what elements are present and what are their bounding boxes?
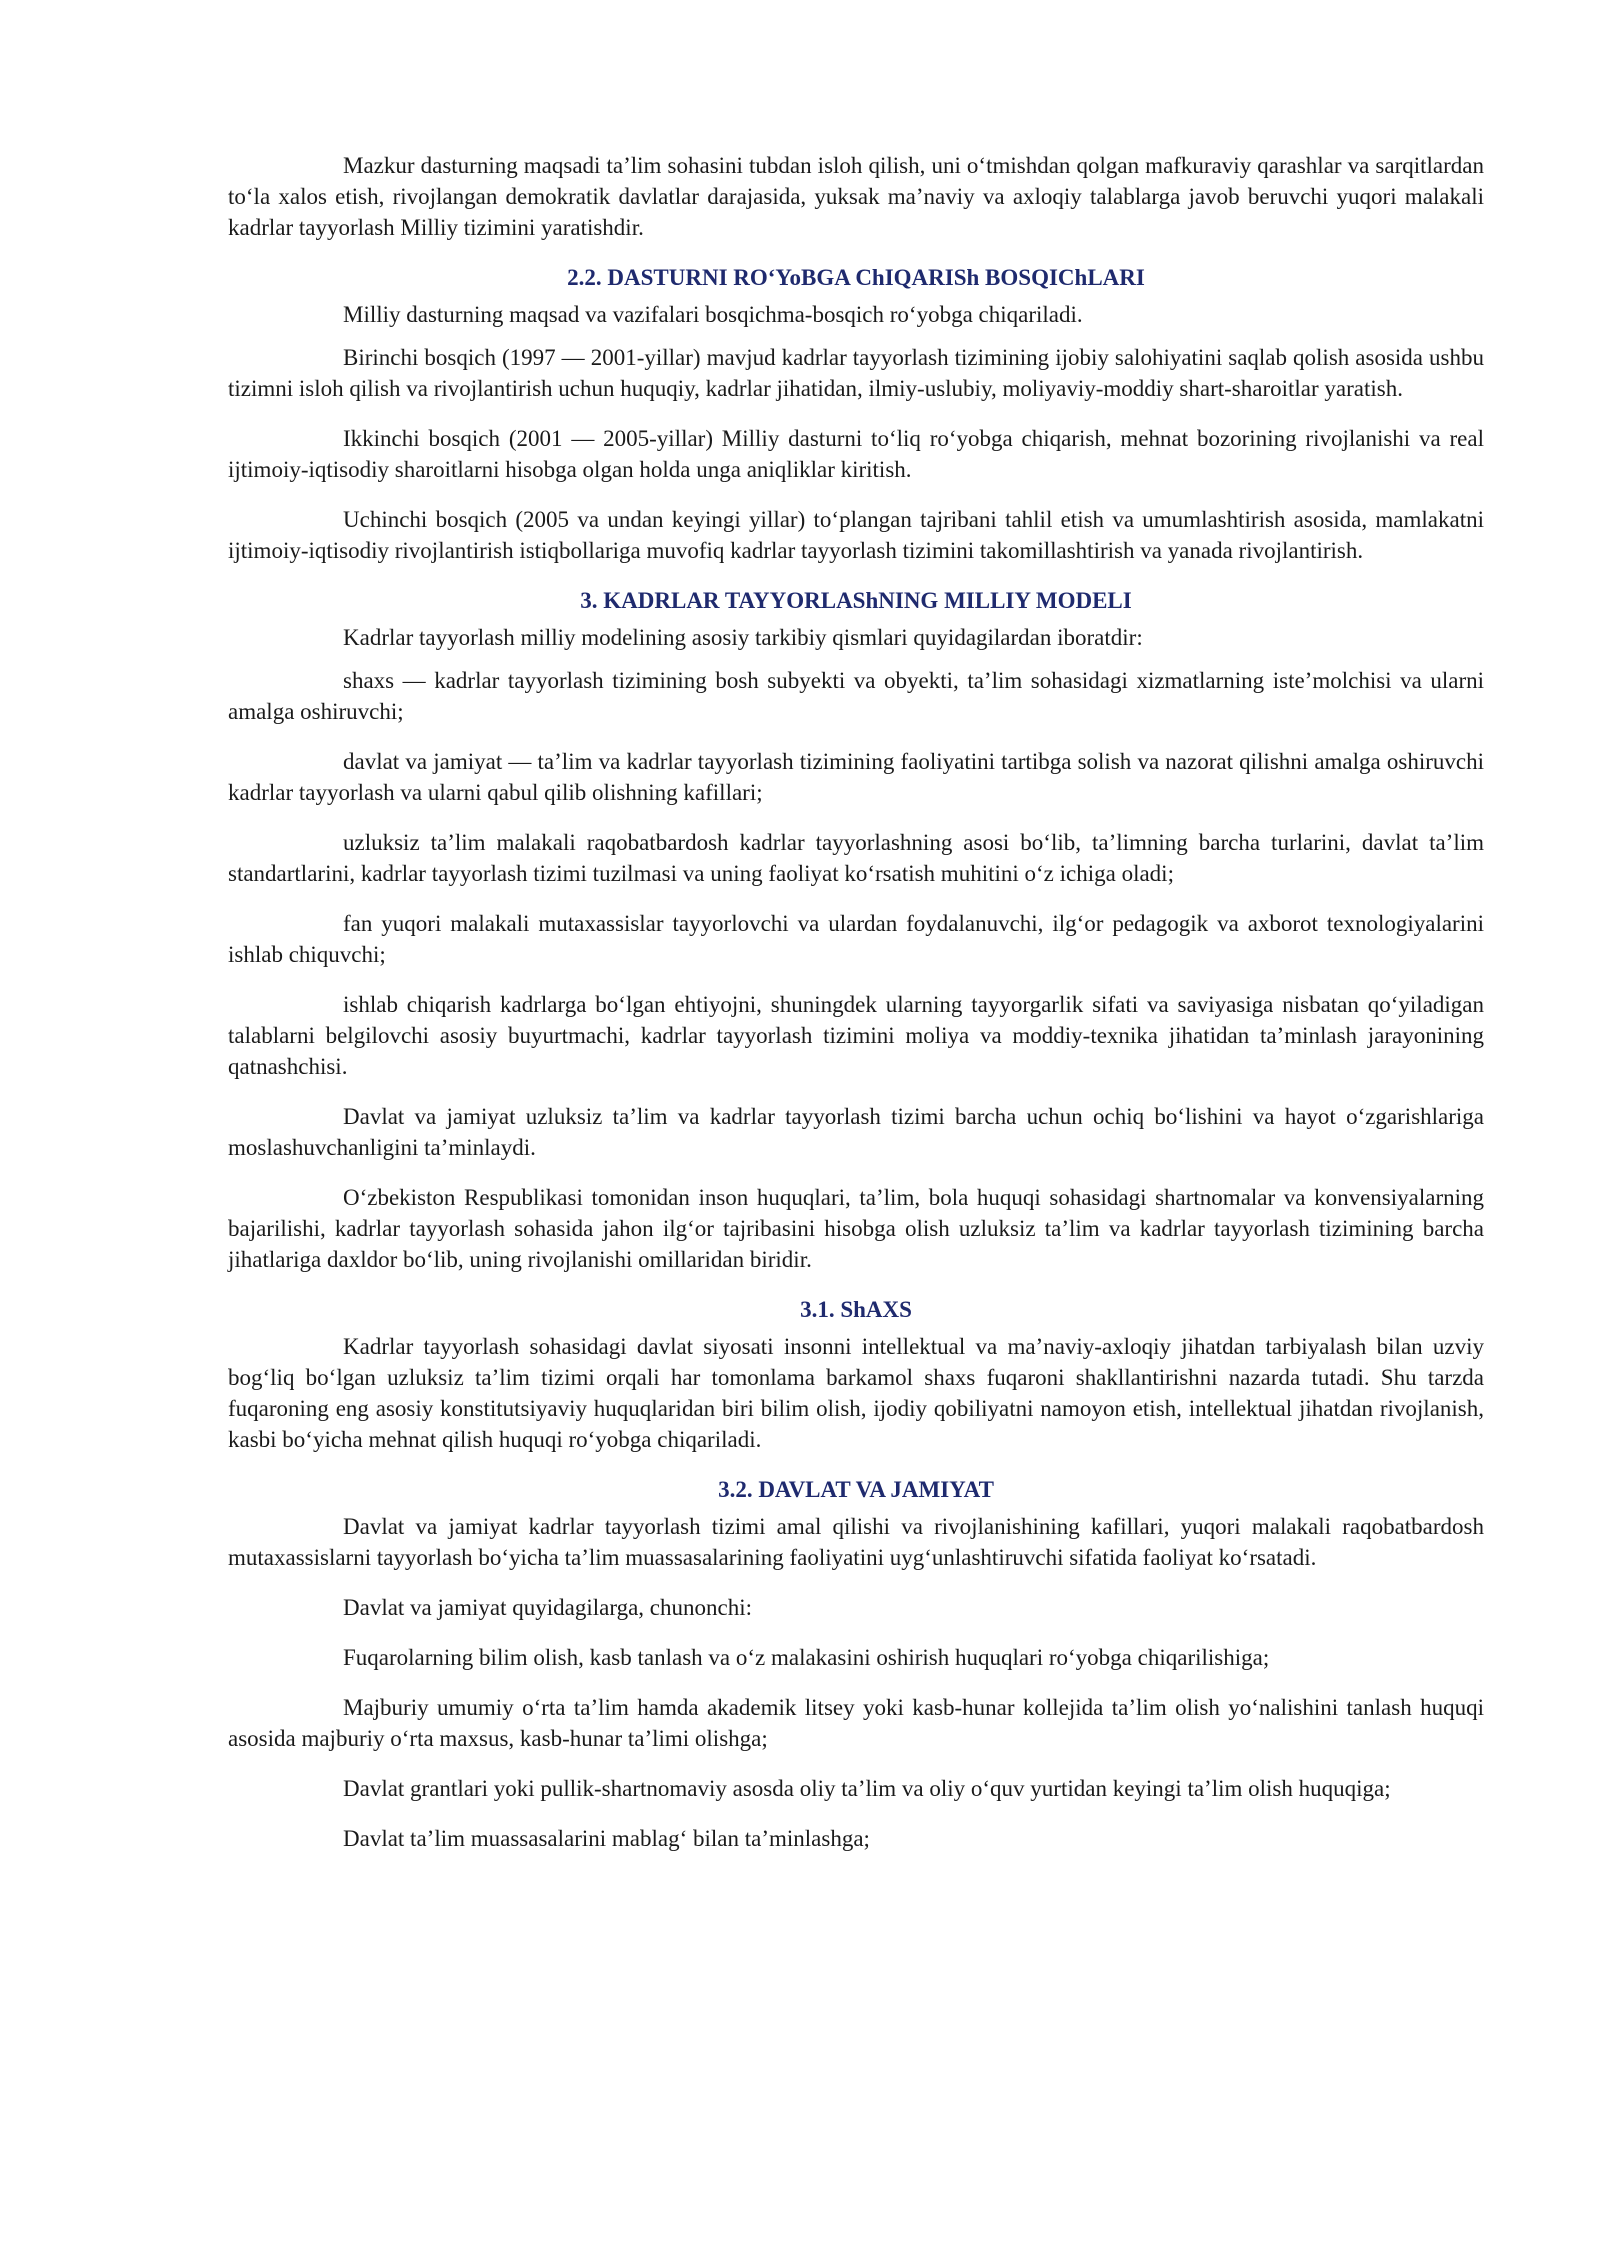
paragraph-openness: Davlat va jamiyat uzluksiz ta’lim va kadrlar tayyorlash tizimi barcha uchun ochiq bo‘lishini va hayot o‘zgarishlariga moslashuvchanligini ta’minlaydi. [228,1104,1484,1160]
paragraph-model-state: davlat va jamiyat — ta’lim va kadrlar tayyorlash tizimining faoliyatini tartibga solish va nazorat qilishni amalga oshiruvchi kadrlar tayyorlash va ularni qabul qilib olishning kafillari; [228,749,1484,805]
paragraph-model-science: fan yuqori malakali mutaxassislar tayyorlovchi va ulardan foydalanuvchi, ilg‘or pedagogik va axborot texnologiyalarini ishlab chiquvchi; [228,911,1484,967]
paragraph-list-secondary: Majburiy umumiy o‘rta ta’lim hamda akademik litsey yoki kasb-hunar kollejida ta’lim olish yo‘nalishini tanlash huquqi asosida majburiy o‘rta maxsus, kasb-hunar ta’limi olishga; [228,1695,1484,1751]
paragraph-stage-three: Uchinchi bosqich (2005 va undan keyingi yillar) to‘plangan tajribani tahlil etish va umumlashtirish asosida, mamlakatni ijtimoiy-iqtisodiy rivojlantirish istiqbollariga muvofiq kadrlar tayyorlash tizimini takomillashtirish va yanada rivojlantirish. [228,507,1484,563]
document-page [228,150,1484,1873]
heading-national-model: 3. KADRLAR TAYYORLAShNING MILLIY MODELI [580,588,1132,613]
paragraph-international: O‘zbekiston Respublikasi tomonidan inson huquqlari, ta’lim, bola huquqi sohasidagi shartnomalar va konvensiyalarning bajarilishi, kadrlar tayyorlash sohasida jahon ilg‘or tajribasini hisobga olish uzluksiz ta’lim va kadrlar tayyorlash tizimining barcha jihatlariga daxldor bo‘lib, uning rivojlanishi omillaridan biridir. [228,1185,1484,1272]
paragraph-goal: Mazkur dasturning maqsadi ta’lim sohasini tubdan isloh qilish, uni o‘tmishdan qolgan mafkuraviy qarashlar va sarqitlardan to‘la xalos etish, rivojlangan demokratik davlatlar darajasida, yuksak ma’naviy va axloqiy talablarga javob beruvchi yuqori malakali kadrlar tayyorlash Milliy tizimini yaratishdir. [228,153,1484,240]
paragraph-model-education: uzluksiz ta’lim malakali raqobatbardosh kadrlar tayyorlashning asosi bo‘lib, ta’limning barcha turlarini, davlat ta’lim standartlarini, kadrlar tayyorlash tizimi tuzilmasi va uning faoliyat ko‘rsatish muhitini o‘z ichiga oladi; [228,830,1484,886]
paragraph-stage-two: Ikkinchi bosqich (2001 — 2005-yillar) Milliy dasturni to‘liq ro‘yobga chiqarish, mehnat bozorining rivojlanishi va real ijtimoiy-iqtisodiy sharoitlarni hisobga olgan holda unga aniqliklar kiritish. [228,426,1484,482]
paragraph-stages-intro: Milliy dasturning maqsad va vazifalari bosqichma-bosqich ro‘yobga chiqariladi. [343,302,1083,327]
paragraph-state-list-intro: Davlat va jamiyat quyidagilarga, chunonchi: [343,1595,752,1620]
paragraph-state-guarantors: Davlat va jamiyat kadrlar tayyorlash tizimi amal qilishi va rivojlanishining kafillari, yuqori malakali raqobatbardosh mutaxassislarni tayyorlash bo‘yicha ta’lim muassasalarining faoliyatini uyg‘unlashtiruvchi sifatida faoliyat ko‘rsatadi. [228,1514,1484,1570]
paragraph-model-person: shaxs — kadrlar tayyorlash tizimining bosh subyekti va obyekti, ta’lim sohasidagi xizmatlarning iste’molchisi va ularni amalga oshiruvchi; [228,668,1484,724]
heading-state-society: 3.2. DAVLAT VA JAMIYAT [718,1477,994,1502]
paragraph-person-policy: Kadrlar tayyorlash sohasidagi davlat siyosati insonni intellektual va ma’naviy-axloqiy jihatdan tarbiyalash bilan uzviy bog‘liq bo‘lgan uzluksiz ta’lim tizimi orqali har tomonlama barkamol shaxs fuqaroni shakllantirishni nazarda tutadi. Shu tarzda fuqaroning eng asosiy konstitutsiyaviy huquqlaridan biri bilim olish, ijodiy qobiliyatni namoyon etish, intellektual jihatdan rivojlanish, kasbi bo‘yicha mehnat qilish huquqi ro‘yobga chiqariladi. [228,1334,1484,1452]
paragraph-list-rights: Fuqarolarning bilim olish, kasb tanlash va o‘z malakasini oshirish huquqlari ro‘yobga chiqarilishiga; [343,1645,1270,1670]
heading-person: 3.1. ShAXS [800,1297,912,1322]
paragraph-list-higher: Davlat grantlari yoki pullik-shartnomaviy asosda oliy ta’lim va oliy o‘quv yurtidan keyingi ta’lim olish huquqiga; [343,1776,1391,1801]
heading-stages: 2.2. DASTURNI RO‘YoBGA ChIQARISh BOSQIChLARI [567,265,1145,290]
paragraph-model-intro: Kadrlar tayyorlash milliy modelining asosiy tarkibiy qismlari quyidagilardan iboratdir: [343,625,1143,650]
paragraph-stage-one: Birinchi bosqich (1997 — 2001-yillar) mavjud kadrlar tayyorlash tizimining ijobiy salohiyatini saqlab qolish asosida ushbu tizimni isloh qilish va rivojlantirish uchun huquqiy, kadrlar jihatidan, ilmiy-uslubiy, moliyaviy-moddiy shart-sharoitlar yaratish. [228,345,1484,401]
paragraph-model-production: ishlab chiqarish kadrlarga bo‘lgan ehtiyojni, shuningdek ularning tayyorgarlik sifati va saviyasiga nisbatan qo‘yiladigan talablarni belgilovchi asosiy buyurtmachi, kadrlar tayyorlash tizimini moliya va moddiy-texnika jihatidan ta’minlash jarayonining qatnashchisi. [228,992,1484,1079]
paragraph-list-funding: Davlat ta’lim muassasalarini mablag‘ bilan ta’minlashga; [343,1826,870,1851]
